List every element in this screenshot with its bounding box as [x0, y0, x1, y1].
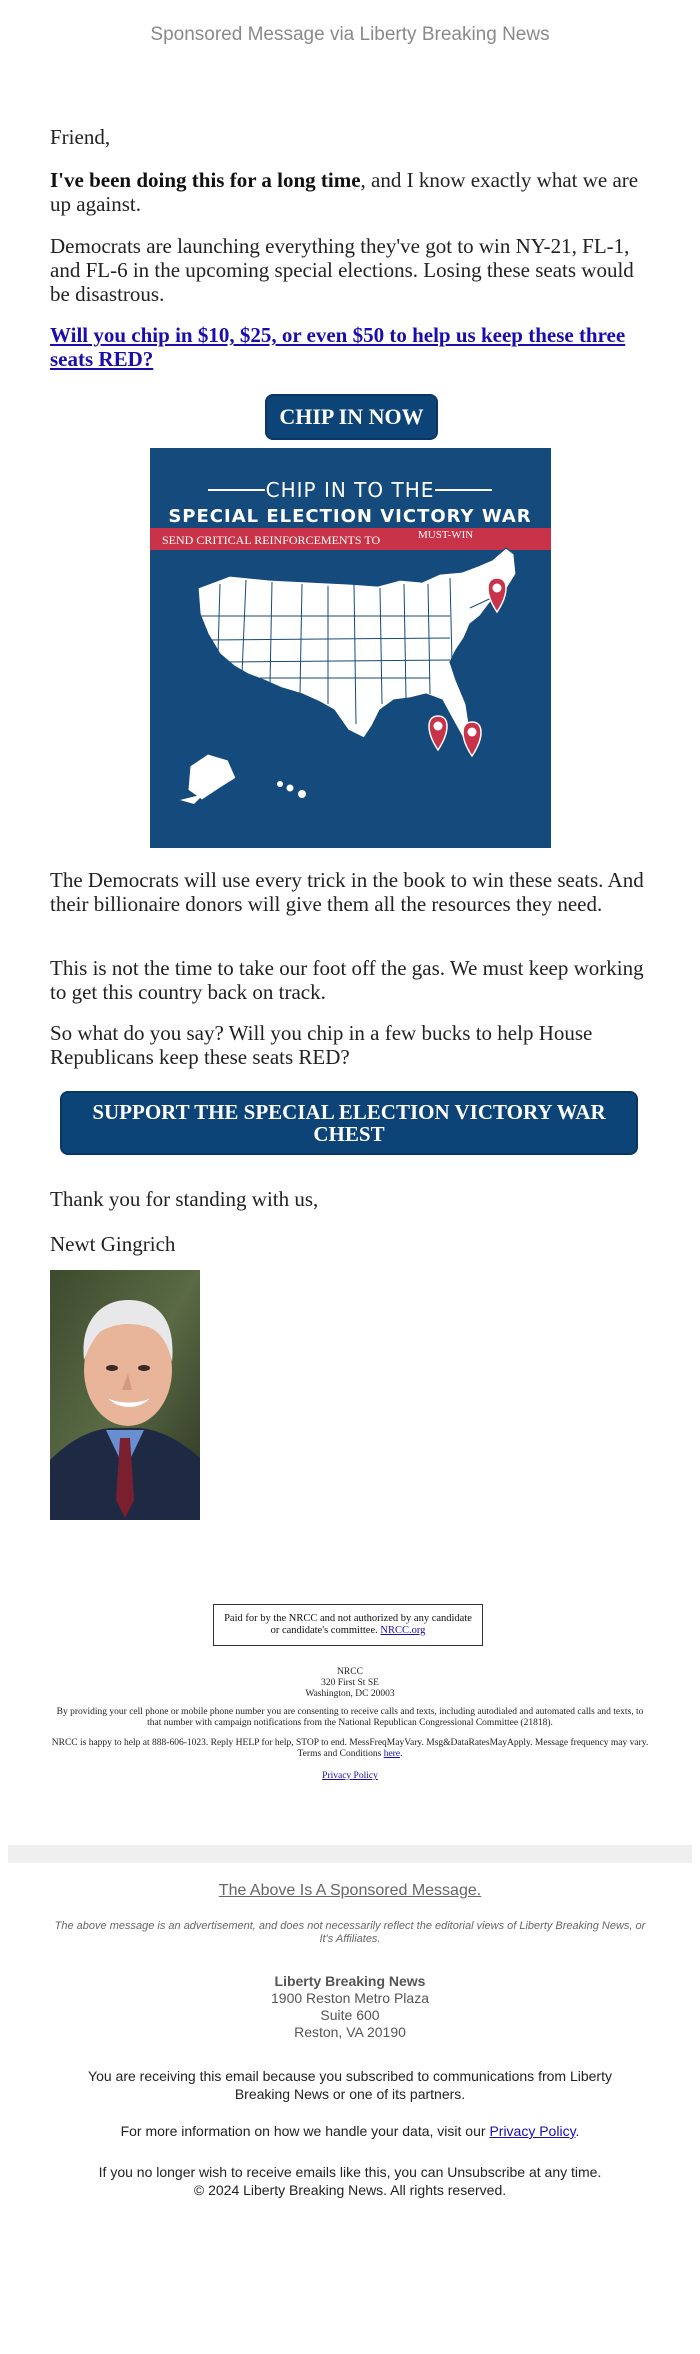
- greeting: Friend,: [50, 125, 111, 149]
- copyright: © 2024 Liberty Breaking News. All rights reserved.: [193, 2182, 507, 2198]
- paragraph-4: This is not the time to take our foot off the gas. We must keep working to get this country back on track.: [50, 956, 644, 1004]
- help-text-body: NRCC is happy to help at 888-606-1023. Reply HELP for help, STOP to end. MessFreqMayVary. Msg&DataRatesMayApply. Message frequency may vary. Terms and Conditions: [51, 1738, 649, 1759]
- terms-link[interactable]: here: [383, 1749, 401, 1759]
- privacy-policy-link[interactable]: Privacy Policy: [489, 2123, 576, 2139]
- nrcc-city: Washington, DC 20003: [305, 1689, 395, 1699]
- donate-link-paragraph: [50, 323, 650, 371]
- footer-company-name: Liberty Breaking News: [274, 1973, 426, 1989]
- help-text: NRCC is happy to help at 888-606-1023. Reply HELP for help, STOP to end. MessFreqMayVary. Msg&DataRatesMayApply. Message frequency may vary. Terms and Conditions here.: [51, 1738, 649, 1759]
- newt-gingrich-photo: [50, 1270, 200, 1520]
- paragraph-1-rest: , and I know exactly what we are up against.: [50, 168, 639, 216]
- chip-in-button[interactable]: CHIP IN NOW: [265, 394, 438, 440]
- banner-line-1: CHIP IN TO THE: [265, 478, 435, 502]
- paragraph-1-bold: I've been doing this for a long time: [50, 168, 361, 192]
- footer-addr-line-2: Suite 600: [320, 2007, 380, 2023]
- paragraph-3: The Democrats will use every trick in the book to win these seats. And their billionaire donors will give them all the resources they need.: [50, 868, 644, 916]
- sponsored-header: Sponsored Message via Liberty Breaking News: [150, 24, 550, 45]
- privacy-notice: For more information on how we handle your data, visit our Privacy Policy.: [120, 2123, 580, 2139]
- banner-strip-left: SEND CRITICAL REINFORCEMENTS TO: [162, 533, 381, 547]
- nrcc-privacy-link[interactable]: Privacy Policy: [322, 1771, 378, 1781]
- banner-line-2: SPECIAL ELECTION VICTORY WAR: [168, 506, 532, 527]
- footer-address: [0, 1973, 700, 2041]
- footer-addr-line-1: 1900 Reston Metro Plaza: [271, 1990, 429, 2006]
- signature: Newt Gingrich: [50, 1232, 176, 1256]
- consent-text: By providing your cell phone or mobile phone number you are consenting to receive calls and texts, including autodialed and automated calls and texts, to that number with campaign notifications from the National Republican Congressional Committee (21818).: [56, 1707, 644, 1728]
- nrcc-link[interactable]: NRCC.org: [380, 1625, 426, 1636]
- privacy-row: [50, 1771, 650, 1782]
- donate-link[interactable]: Will you chip in $10, $25, or even $50 to help us keep these three seats RED?: [50, 323, 626, 371]
- footer-addr-line-3: Reston, VA 20190: [294, 2024, 406, 2040]
- banner-strip-right: MUST-WIN: [418, 529, 474, 541]
- closing: Thank you for standing with us,: [50, 1187, 319, 1211]
- subscription-notice: You are receiving this email because you subscribed to communications from Liberty Breaking News or one of its partners.: [88, 2068, 612, 2102]
- paid-for-text: Paid for by the NRCC and not authorized by any candidate or candidate's committee.: [224, 1613, 472, 1636]
- nrcc-street: 320 First St SE: [321, 1678, 379, 1688]
- victory-war-banner[interactable]: [150, 448, 551, 848]
- unsubscribe-notice[interactable]: If you no longer wish to receive emails like this, you can Unsubscribe at any time.: [98, 2164, 602, 2180]
- footer-disclaimer: The above message is an advertisement, and does not necessarily reflect the editorial views of Liberty Breaking News, or It's Affiliates.: [54, 1920, 646, 1945]
- nrcc-org: NRCC: [337, 1667, 363, 1677]
- paragraph-2: Democrats are launching everything they've got to win NY-21, FL-1, and FL-6 in the upcoming special elections. Losing these seats would be disastrous.: [50, 234, 634, 306]
- nrcc-address: [50, 1667, 650, 1700]
- paid-for-box: [213, 1604, 483, 1646]
- paragraph-5: So what do you say? Will you chip in a few bucks to help House Republicans keep these seats RED?: [50, 1021, 593, 1069]
- privacy-notice-text: For more information on how we handle your data, visit our: [120, 2123, 486, 2139]
- paragraph-1: [50, 168, 650, 216]
- sponsored-message-title: The Above Is A Sponsored Message.: [218, 1882, 482, 1899]
- divider-bar: [8, 1845, 692, 1863]
- support-war-chest-button[interactable]: SUPPORT THE SPECIAL ELECTION VICTORY WAR CHEST: [60, 1091, 638, 1155]
